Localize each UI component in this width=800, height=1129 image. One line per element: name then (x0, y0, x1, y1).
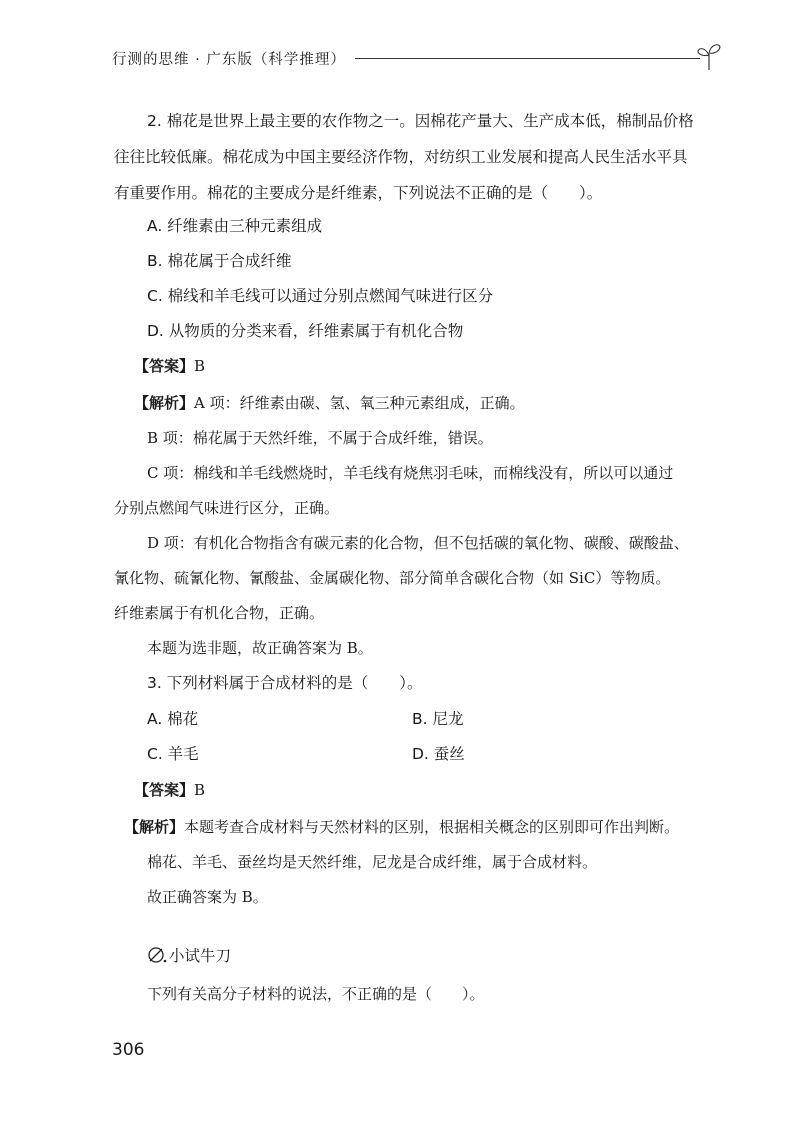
q2-stem-line2: 往往比较低廉。棉花成为中国主要经济作物，对纺织工业发展和提高人民生活水平具 (114, 148, 688, 166)
practice-heading (147, 945, 231, 967)
practice-icon (147, 946, 167, 964)
q2-analysis-d3: 纤维素属于有机化合物，正确。 (114, 604, 325, 622)
q3-stem: 3. 下列材料属于合成材料的是（ ）。 (147, 674, 423, 692)
q2-stem-line3: 有重要作用。棉花的主要成分是纤维素，下列说法不正确的是（ ）。 (114, 184, 603, 202)
q2-analysis-a (134, 392, 525, 414)
analysis-1-text: 本题考查合成材料与天然材料的区别，根据相关概念的区别即可作出判断。 (184, 818, 680, 836)
page-number: 306 (112, 1040, 145, 1060)
q2-option-c: C. 棉线和羊毛线可以通过分别点燃闻气味进行区分 (147, 287, 494, 305)
q2-option-a: A. 纤维素由三种元素组成 (147, 217, 323, 235)
q3-conclusion: 故正确答案为 B。 (147, 888, 268, 906)
q2-analysis-d1: D 项：有机化合物指含有碳元素的化合物，但不包括碳的氧化物、碳酸、碳酸盐、 (147, 534, 689, 552)
q2-answer (134, 355, 205, 377)
header-title: 行测的思维 · 广东版（科学推理） (112, 52, 346, 68)
q3-option-b: B. 尼龙 (412, 710, 464, 728)
practice-stem: 下列有关高分子材料的说法，不正确的是（ ）。 (147, 985, 485, 1003)
q2-analysis-b: B 项：棉花属于天然纤维，不属于合成纤维，错误。 (147, 429, 493, 447)
answer-value: B (194, 781, 206, 799)
q2-option-b: B. 棉花属于合成纤维 (147, 252, 292, 270)
header-rule (355, 58, 700, 59)
answer-value: B (194, 357, 206, 375)
q3-analysis-2: 棉花、羊毛、蚕丝均是天然纤维，尼龙是合成纤维，属于合成材料。 (147, 853, 598, 871)
answer-label: 【答案】 (134, 357, 195, 375)
q2-stem-line1: 2. 棉花是世界上最主要的农作物之一。因棉花产量大、生产成本低，棉制品价格 (147, 112, 694, 130)
analysis-label: 【解析】 (124, 818, 185, 836)
answer-label: 【答案】 (134, 781, 195, 799)
q3-option-d: D. 蚕丝 (412, 745, 465, 763)
q3-option-a: A. 棉花 (147, 710, 199, 728)
q2-analysis-c1: C 项：棉线和羊毛线燃烧时，羊毛线有烧焦羽毛味，而棉线没有，所以可以通过 (147, 464, 674, 482)
q2-analysis-c2: 分别点燃闻气味进行区分，正确。 (114, 499, 340, 517)
q3-option-c: C. 羊毛 (147, 745, 199, 763)
q2-conclusion: 本题为选非题，故正确答案为 B。 (147, 639, 373, 657)
analysis-a-text: A 项：纤维素由碳、氢、氧三种元素组成，正确。 (194, 394, 525, 412)
practice-heading-text: 小试牛刀 (169, 947, 232, 965)
analysis-label: 【解析】 (134, 394, 195, 412)
running-header (112, 40, 722, 76)
q2-analysis-d2: 氰化物、硫氰化物、氰酸盐、金属碳化物、部分简单含碳化合物（如 SiC）等物质。 (114, 569, 671, 587)
q3-answer (134, 779, 205, 801)
q3-analysis-1 (124, 816, 679, 838)
sprout-icon (696, 40, 722, 70)
q2-option-d: D. 从物质的分类来看，纤维素属于有机化合物 (147, 322, 464, 340)
